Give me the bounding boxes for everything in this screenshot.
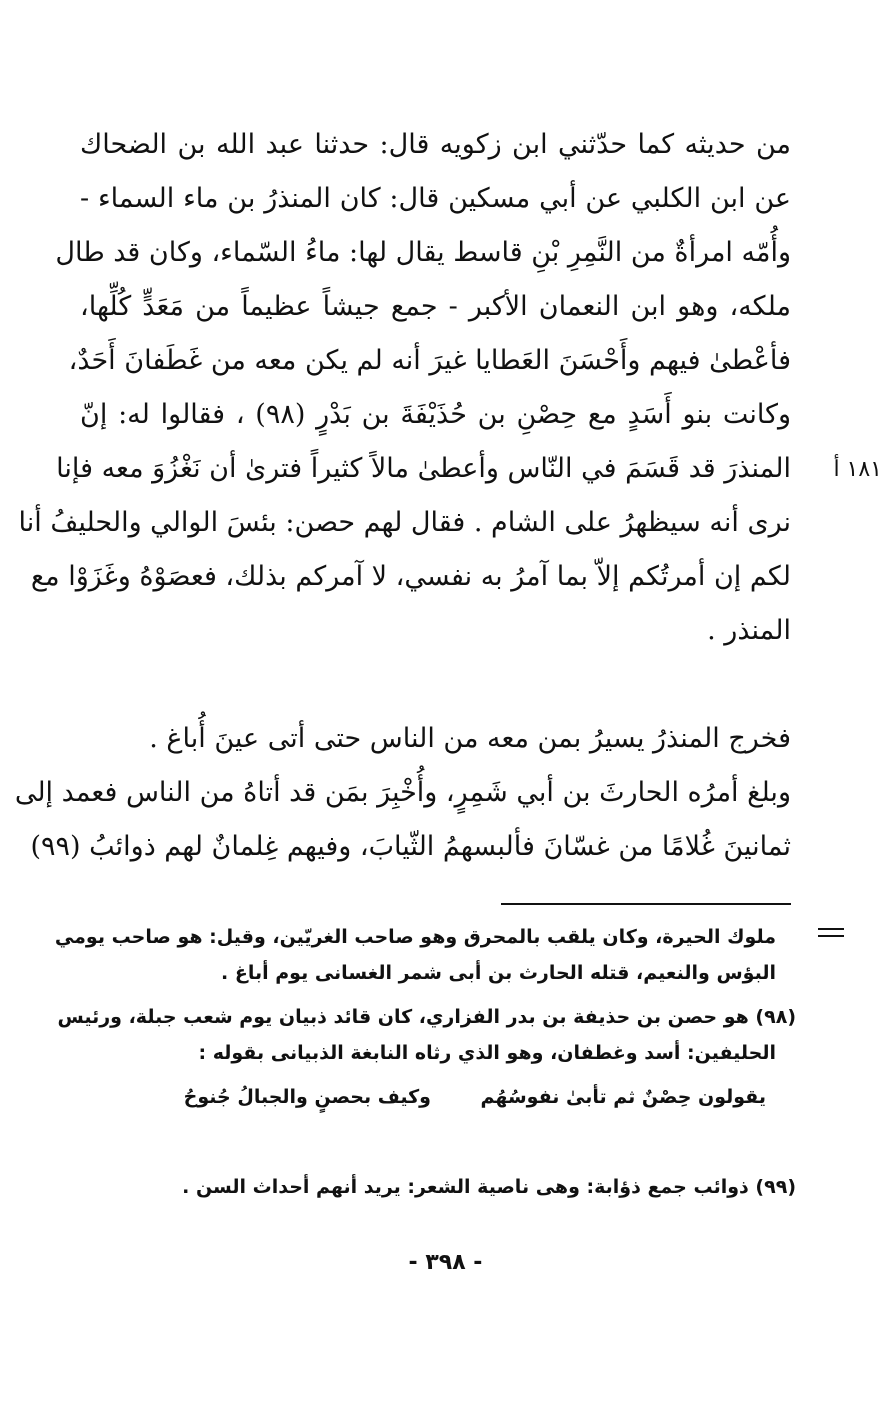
text-line: فأعْطىٰ فيهم وأَحْسَنَ العَطايا غيرَ أنه لم يكن معه من غَطَفانَ أَحَدٌ،: [68, 345, 791, 376]
verse-first-hemistich: يقولون حِصْنٌ ثم تأبىٰ نفوسُهُم: [480, 1086, 766, 1108]
text-line: من حديثه كما حدّثني ابن زكويه قال: حدثنا عبد الله بن الضحاك: [80, 129, 791, 160]
text-line: وبلغ أمرُه الحارثَ بن أبي شَمِرٍ، وأُخْبِرَ بمَن قد أتاهُ من الناس فعمد إلى: [14, 777, 791, 808]
text-line: نرى أنه سيظهرُ على الشام . فقال لهم حصن: بئسَ الوالي والحليفُ أنا: [18, 507, 791, 538]
margin-folio-note: ١٨١ أ: [833, 457, 882, 482]
text-line: ملكه، وهو ابن النعمان الأكبر - جمع جيشاً عظيماً من مَعَدٍّ كُلِّها،: [80, 291, 791, 322]
text-line: لكم إن أمرتُكم إلاّ بما آمرُ به نفسي، لا آمركم بذلك، فعصَوْهُ وغَزَوْا مع: [30, 561, 791, 592]
footnote-line: ملوك الحيرة، وكان يلقب بالمحرق وهو صاحب الغريّين، وقيل: هو صاحب يومي: [54, 926, 776, 948]
text-line: المنذر .: [707, 615, 791, 646]
footnote-line: البؤس والنعيم، قتله الحارث بن أبى شمر الغسانى يوم أباغ .: [221, 962, 776, 984]
page-number: - ٣٩٨ -: [408, 1250, 483, 1275]
text-line: وأُمّه امرأةٌ من النَّمِرِ بْنِ قاسط يقال لها: ماءُ السّماء، وكان قد طال: [55, 237, 791, 268]
text-line: عن ابن الكلبي عن أبي مسكين قال: كان المنذرُ بن ماء السماء -: [80, 183, 791, 214]
text-line: المنذرَ قد قَسَمَ في النّاس وأعطىٰ مالاً كثيراً فترىٰ أن نَغْزُوَ معه فإنا: [56, 453, 791, 484]
text-line: وكانت بنو أَسَدٍ مع حِصْنِ بن حُذَيْفَةَ بن بَدْرٍ (٩٨) ، فقالوا له: إنّ: [80, 399, 791, 430]
footnote-continuation-mark: [818, 928, 844, 942]
verse-second-hemistich: وكيف بحصنٍ والجبالُ جُنوحُ: [183, 1086, 431, 1108]
text-line: ثمانينَ غُلامًا من غسّانَ فألبسهمُ الثّيابَ، وفيهم غِلمانٌ لهم ذوائبُ (٩٩): [30, 831, 791, 862]
footnote-98: (٩٨) هو حصن بن حذيفة بن بدر الفزاري، كان قائد ذبيان يوم شعب جبلة، ورئيس: [57, 1006, 796, 1028]
footnote-99: (٩٩) ذوائب جمع ذؤابة: وهى ناصية الشعر: يريد أنهم أحداث السن .: [182, 1176, 796, 1198]
footnote-separator: [501, 903, 791, 905]
text-line: فخرج المنذرُ يسيرُ بمن معه من الناس حتى أتى عينَ أُباغ .: [149, 723, 791, 754]
footnote-line: الحليفين: أسد وغطفان، وهو الذي رثاه النابغة الذبيانى بقوله :: [198, 1042, 776, 1064]
